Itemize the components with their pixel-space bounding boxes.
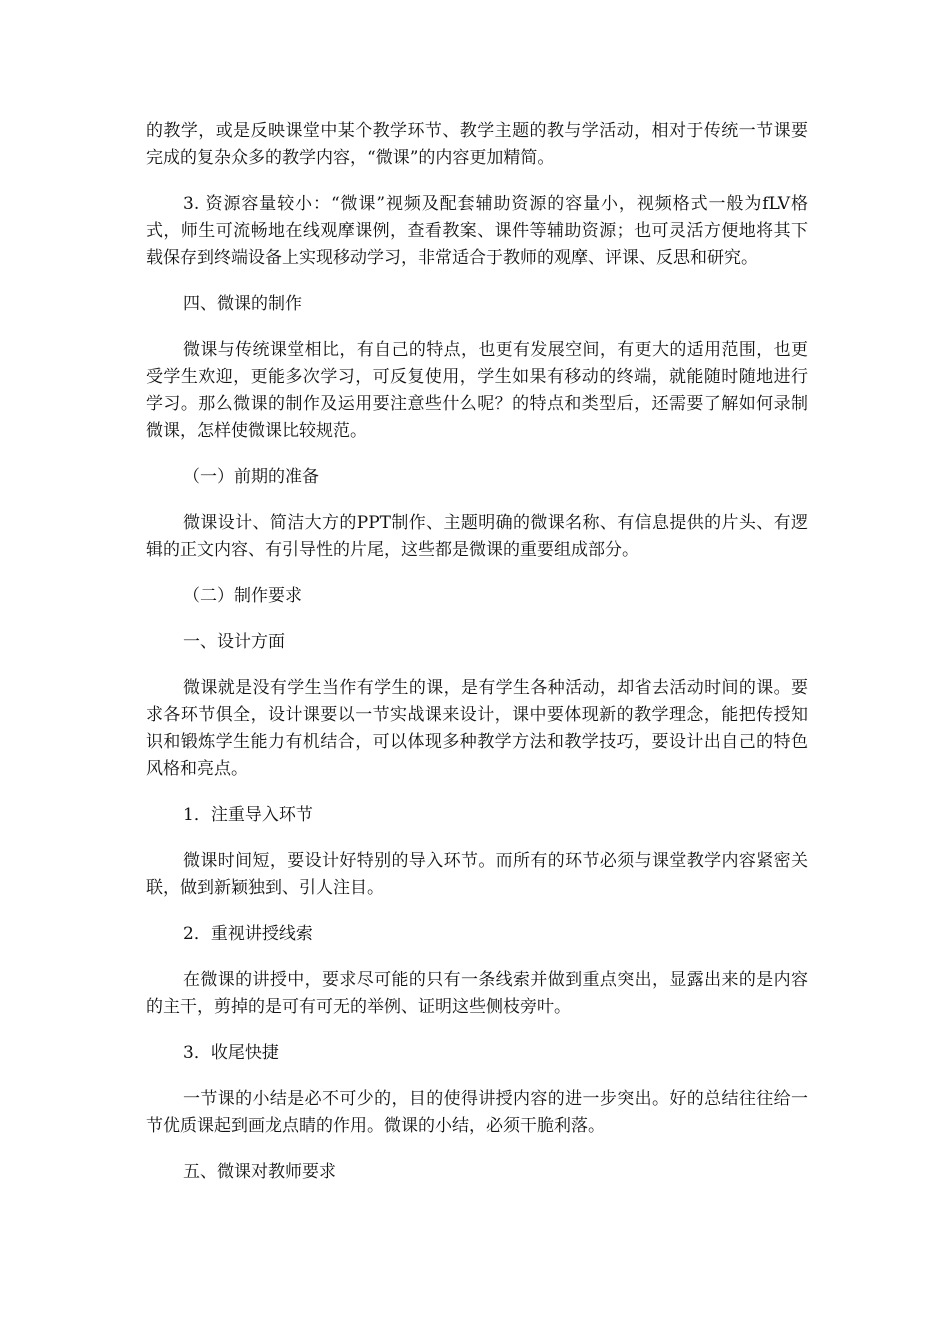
subheading-preparation: （一）前期的准备 [183,467,319,487]
paragraph-resource-size: 3. 资源容量较小：“微课”视频及配套辅助资源的容量小，视频格式一般为fLV格式，师生可流畅地在线观摩课例，查看教案、课件等辅助资源；也可灵活方便地将其下载保存到终端设备上实现移动学习，非常适合于教师的观摩、评课、反思和研究。 [146,194,808,268]
paragraph-preparation: 微课设计、简洁大方的PPT制作、主题明确的微课名称、有信息提供的片头、有逻辑的正文内容、有引导性的片尾，这些都是微课的重要组成部分。 [146,513,808,560]
document-body [146,118,808,1205]
paragraph-introduction: 微课时间短，要设计好特别的导入环节。而所有的环节必须与课堂教学内容紧密关联，做到新颖独到、引人注目。 [146,851,808,898]
paragraph-lecture-thread: 在微课的讲授中，要求尽可能的只有一条线索并做到重点突出，显露出来的是内容的主干，剪掉的是可有可无的举例、证明这些侧枝旁叶。 [146,970,808,1017]
section-heading-production: 四、微课的制作 [183,294,302,314]
item-heading-introduction: 1．注重导入环节 [183,805,313,825]
subheading-requirements: （二）制作要求 [183,586,302,606]
item-heading-closing: 3．收尾快捷 [183,1043,279,1063]
paragraph-design: 微课就是没有学生当作有学生的课，是有学生各种活动，却省去活动时间的课。要求各环节俱全，设计课要以一节实战课来设计，课中要体现新的教学理念，能把传授知识和锻炼学生能力有机结合，可以体现多种教学方法和教学技巧，要设计出自己的特色风格和亮点。 [146,678,808,779]
item-heading-lecture-thread: 2．重视讲授线索 [183,924,313,944]
paragraph-closing: 一节课的小结是必不可少的，目的使得讲授内容的进一步突出。好的总结往往给一节优质课起到画龙点睛的作用。微课的小结，必须干脆利落。 [146,1089,808,1136]
paragraph-continuation: 的教学，或是反映课堂中某个教学环节、教学主题的教与学活动，相对于传统一节课要完成的复杂众多的教学内容，“微课”的内容更加精简。 [146,121,808,168]
section-heading-teacher-requirements: 五、微课对教师要求 [183,1162,336,1182]
paragraph-production-intro: 微课与传统课堂相比，有自己的特点，也更有发展空间，有更大的适用范围，也更受学生欢迎，更能多次学习，可反复使用，学生如果有移动的终端，就能随时随地进行学习。那么微课的制作及运用要注意些什么呢？的特点和类型后，还需要了解如何录制微课，怎样使微课比较规范。 [146,340,808,441]
subheading-design: 一、设计方面 [183,632,285,652]
